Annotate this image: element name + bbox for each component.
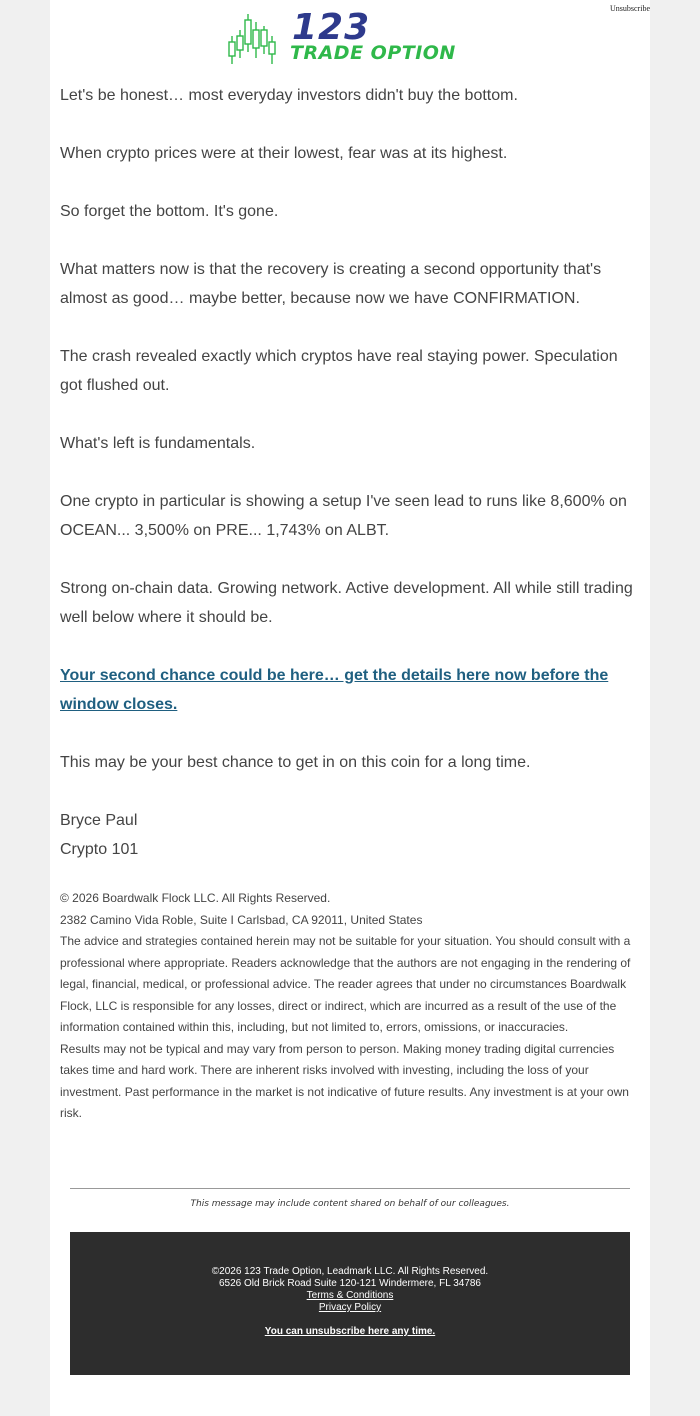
signature-title: Crypto 101 <box>60 841 139 858</box>
logo-wordmark: TRADE OPTION <box>290 42 456 64</box>
signature <box>60 806 640 864</box>
legal-copyright: © 2026 Boardwalk Flock LLC. All Rights Reserved. <box>60 891 331 905</box>
cta-paragraph <box>60 661 640 719</box>
email-page <box>50 0 650 1416</box>
candlestick-chart-icon <box>226 10 288 68</box>
closing-paragraph: This may be your best chance to get in on this coin for a long time. <box>60 754 531 771</box>
footer-copyright: ©2026 123 Trade Option, Leadmark LLC. All Rights Reserved. <box>211 1266 489 1277</box>
body-paragraph: The crash revealed exactly which cryptos have real staying power. Speculation got flushed out. <box>60 348 618 394</box>
legal-disclaimer <box>60 888 635 1125</box>
body-paragraph: Let's be honest… most everyday investors didn't buy the bottom. <box>60 87 518 104</box>
email-body <box>60 81 640 864</box>
footer-unsubscribe-link[interactable]: You can unsubscribe here any time. <box>264 1326 436 1337</box>
terms-link[interactable]: Terms & Conditions <box>306 1290 394 1301</box>
body-paragraph: Strong on-chain data. Growing network. Active development. All while still trading well below where it should be. <box>60 580 633 626</box>
logo-number: 123 <box>292 7 371 48</box>
body-paragraph: So forget the bottom. It's gone. <box>60 203 279 220</box>
privacy-link[interactable]: Privacy Policy <box>318 1302 382 1313</box>
colleagues-note: This message may include content shared on behalf of our colleagues. <box>190 1199 510 1209</box>
body-paragraph: What's left is fundamentals. <box>60 435 256 452</box>
footer <box>70 1232 630 1375</box>
cta-link[interactable]: Your second chance could be here… get the details here now before the window closes. <box>60 667 609 713</box>
divider <box>70 1188 630 1189</box>
body-paragraph: One crypto in particular is showing a setup I've seen lead to runs like 8,600% on OCEAN... 3,500% on PRE... 1,743% on ALBT. <box>60 493 627 539</box>
body-paragraph: What matters now is that the recovery is creating a second opportunity that's almost as good… maybe better, because now we have CONFIRMATION. <box>60 261 602 307</box>
footer-address: 6526 Old Brick Road Suite 120-121 Windermere, FL 34786 <box>219 1278 481 1289</box>
brand-logo[interactable] <box>226 7 474 68</box>
legal-disclaimer-2: Results may not be typical and may vary from person to person. Making money trading digital currencies takes time and hard work. There are inherent risks involved with investing, including the loss of your investment. Past performance in the market is not indicative of future results. Any investment is at your own risk. <box>60 1041 629 1120</box>
unsubscribe-link[interactable]: Unsubscribe <box>610 4 650 13</box>
body-paragraph: When crypto prices were at their lowest, fear was at its highest. <box>60 145 508 162</box>
legal-disclaimer-1: The advice and strategies contained herein may not be suitable for your situation. You should consult with a professional where appropriate. Readers acknowledge that the authors are not engaging in the rendering of legal, financial, medical, or professional advice. The reader agrees that under no circumstances Boardwalk Flock, LLC is responsible for any losses, direct or indirect, which are incurred as a result of the use of the information contained within this, including, but not limited to, errors, omissions, or inaccuracies. <box>60 934 631 1034</box>
legal-address: 2382 Camino Vida Roble, Suite I Carlsbad, CA 92011, United States <box>60 912 423 927</box>
signature-name: Bryce Paul <box>60 812 138 829</box>
